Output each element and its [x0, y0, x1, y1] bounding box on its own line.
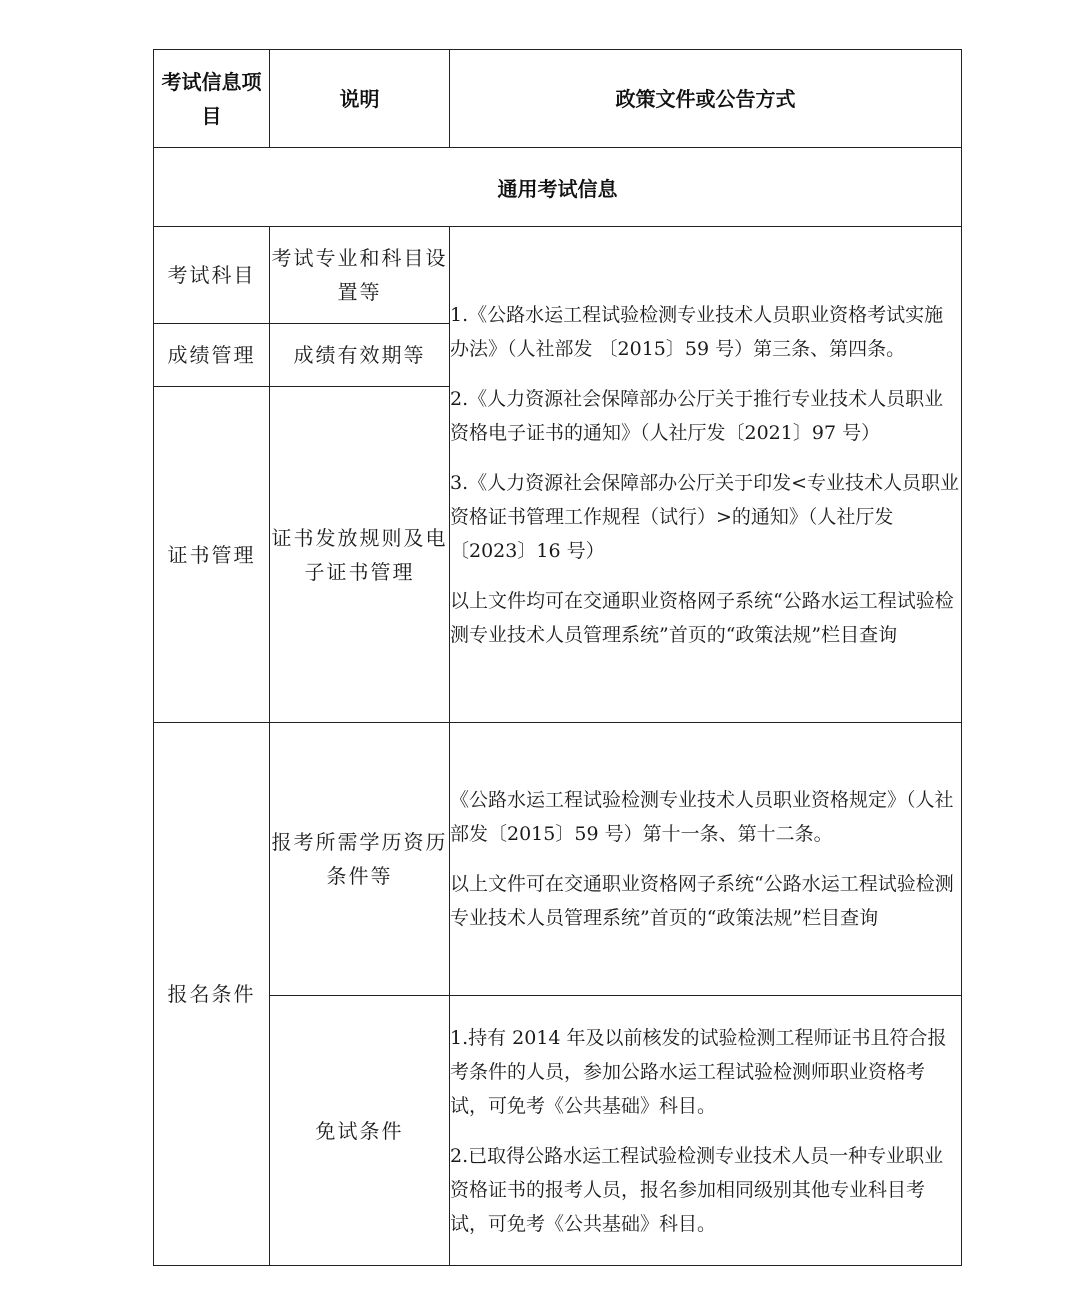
desc-cell-subjects	[270, 227, 450, 324]
header-item-cell	[154, 50, 270, 148]
item-cell-registration	[154, 723, 270, 1266]
policy-cell-education	[450, 723, 962, 996]
item-label-certificates: 证书管理	[167, 542, 256, 567]
table-row-registration-education	[154, 723, 962, 996]
section-title: 通用考试信息	[497, 176, 618, 201]
desc-text-scores: 成绩有效期等	[293, 343, 426, 367]
desc-text-certificates: 证书发放规则及电子证书管理	[271, 525, 448, 584]
desc-text-exemption: 免试条件	[315, 1118, 404, 1143]
header-policy-cell	[450, 50, 962, 148]
desc-cell-scores	[270, 324, 450, 387]
policy-paragraph-2: 2.《人力资源社会保障部办公厅关于推行专业技术人员职业资格电子证书的通知》（人社厅发〔2021〕97 号）	[450, 387, 944, 444]
item-label-registration: 报名条件	[167, 982, 256, 1006]
education-policy-paragraph-1: 《公路水运工程试验检测专业技术人员职业资格规定》（人社部发〔2015〕59 号）第十一条、第十二条。	[450, 789, 954, 845]
desc-text-subjects: 考试专业和科目设置等	[271, 246, 448, 304]
policy-cell-general	[450, 227, 962, 723]
policy-paragraph-1: 1.《公路水运工程试验检测专业技术人员职业资格考试实施办法》（人社部发 〔2015〕59 号）第三条、第四条。	[450, 303, 944, 360]
header-desc-cell	[270, 50, 450, 148]
header-desc-label: 说明	[339, 86, 380, 111]
section-title-cell	[154, 148, 962, 227]
education-policy-paragraph-2: 以上文件可在交通职业资格网子系统“公路水运工程试验检测专业技术人员管理系统”首页的“政策法规”栏目查询	[450, 873, 954, 929]
policy-paragraph-3: 3.《人力资源社会保障部办公厅关于印发<专业技术人员职业资格证书管理工作规程（试行）>的通知》（人社厅发〔2023〕16 号）	[450, 471, 960, 562]
policy-cell-exemption	[450, 996, 962, 1266]
item-cell-certificates	[154, 387, 270, 723]
exemption-policy-paragraph-2: 2.已取得公路水运工程试验检测专业技术人员一种专业职业资格证书的报考人员，报名参加相同级别其他专业科目考试，可免考《公共基础》科目。	[450, 1144, 944, 1235]
table-row-registration-exemption	[154, 996, 962, 1266]
desc-cell-education	[270, 723, 450, 996]
exemption-policy-paragraph-1: 1.持有 2014 年及以前核发的试验检测工程师证书且符合报考条件的人员，参加公路水运工程试验检测师职业资格考试，可免考《公共基础》科目。	[450, 1026, 947, 1117]
header-item-label: 考试信息项目	[161, 69, 262, 128]
item-cell-scores	[154, 324, 270, 387]
item-label-subjects: 考试科目	[167, 263, 256, 287]
desc-cell-exemption	[270, 996, 450, 1266]
desc-cell-certificates	[270, 387, 450, 723]
item-label-scores: 成绩管理	[167, 343, 256, 367]
item-cell-subjects	[154, 227, 270, 324]
policy-paragraph-4: 以上文件均可在交通职业资格网子系统“公路水运工程试验检测专业技术人员管理系统”首页的“政策法规”栏目查询	[450, 589, 954, 646]
desc-text-education: 报考所需学历资历条件等	[271, 830, 448, 888]
header-policy-label: 政策文件或公告方式	[615, 86, 796, 111]
section-row-general	[154, 148, 962, 227]
exam-info-table	[153, 49, 962, 1266]
table-row-subjects	[154, 227, 962, 324]
header-row	[154, 50, 962, 148]
